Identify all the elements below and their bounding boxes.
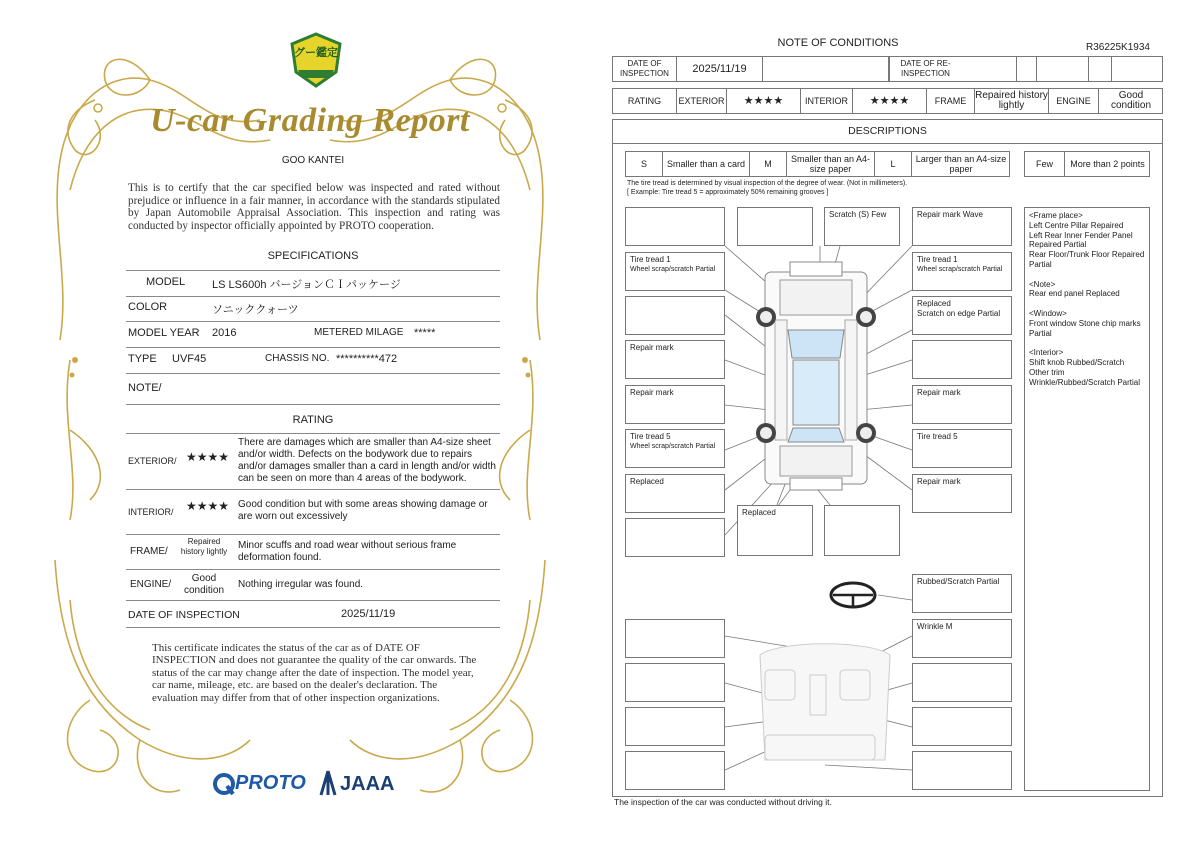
chassis-label: CHASSIS NO. xyxy=(265,353,330,364)
color-value: ソニッククォーツ xyxy=(212,304,299,316)
rating-frame xyxy=(126,535,500,570)
right-repair-wave-label: Repair mark Wave xyxy=(917,210,983,219)
spec-row-model xyxy=(126,270,500,297)
side-note-line: Left Centre Pillar Repaired xyxy=(1029,220,1124,230)
right-tire1-label: Tire tread 1 xyxy=(917,255,958,264)
goo-kantei-badge xyxy=(288,32,344,88)
legend-l: L xyxy=(875,152,912,176)
side-note-line: Rear Floor/Trunk Floor Repaired Partial xyxy=(1029,250,1145,269)
top-scratch-label: Scratch (S) Few xyxy=(829,210,887,219)
model-year-label: MODEL YEAR xyxy=(128,327,200,339)
box-interior-r4 xyxy=(912,751,1012,790)
engine-value: Good condition xyxy=(183,573,225,596)
box-left-1 xyxy=(625,207,725,246)
side-note-line: <Interior> xyxy=(1029,348,1064,358)
tire-note-2: [ Example: Tire tread 5 = approximately 50% remaining grooves ] xyxy=(627,189,829,196)
frame-value: Repaired history lightly xyxy=(975,90,1048,111)
model-value: LS LS600h バージョンＣＩパッケージ xyxy=(212,279,401,291)
spec-row-year xyxy=(126,322,500,348)
left-repair1-label: Repair mark xyxy=(630,343,674,352)
left-tire5-label: Tire tread 5 xyxy=(630,432,671,441)
box-bottom-replaced xyxy=(737,505,813,556)
exterior-desc: There are damages which are smaller than A4-size sheet and/or width. Defects on the bodywork due to repairs and/or damages smaller than a card in length and/or width can be seen on more than 4 areas of the bodywork. xyxy=(238,437,496,484)
exterior-label: EXTERIOR xyxy=(677,89,727,113)
steering-label: Rubbed/Scratch Partial xyxy=(917,577,1000,586)
box-interior-r2 xyxy=(912,663,1012,702)
box-right-repair1 xyxy=(912,385,1012,424)
jaaa-mark-icon xyxy=(318,770,338,796)
left-tire1-sub: Wheel scrap/scratch Partial xyxy=(630,266,716,273)
type-value: UVF45 xyxy=(172,353,207,365)
notes-footer: The inspection of the car was conducted without driving it. xyxy=(614,797,832,807)
side-notes-list xyxy=(1029,211,1145,387)
legend-s-desc: Smaller than a card xyxy=(663,152,750,176)
date-of-inspection-value: 2025/11/19 xyxy=(341,608,396,620)
engine-desc: Nothing irregular was found. xyxy=(238,579,364,590)
type-label: TYPE xyxy=(128,353,157,365)
chassis-value: **********472 xyxy=(336,353,398,365)
spec-row-type xyxy=(126,348,500,374)
box-left-tire1 xyxy=(625,252,725,291)
legend-m-desc: Smaller than an A4-size paper xyxy=(787,152,875,176)
proto-mark-icon xyxy=(213,772,235,796)
date-of-inspection-label: DATE OF INSPECTION xyxy=(128,609,240,621)
bottom-replaced-label: Replaced xyxy=(742,508,776,517)
side-note-line: Front window Stone chip marks Partial xyxy=(1029,318,1141,338)
report-subtitle: GOO KANTEI xyxy=(281,155,345,166)
left-tire5-sub: Wheel scrap/scratch Partial xyxy=(630,443,716,450)
box-left-tire5 xyxy=(625,429,725,468)
side-note-line xyxy=(1029,270,1145,280)
box-interior-l1 xyxy=(625,619,725,658)
model-year-value: 2016 xyxy=(212,327,237,339)
box-steering xyxy=(912,574,1012,613)
box-interior-l3 xyxy=(625,707,725,746)
interior-label: INTERIOR/ xyxy=(128,507,174,517)
interior-desc: Good condition but with some areas showing damage or are worn out excessively xyxy=(238,499,488,522)
frame-label: FRAME/ xyxy=(130,546,168,557)
right-repair2-label: Repair mark xyxy=(917,477,961,486)
legend-few-desc: More than 2 points xyxy=(1070,159,1145,169)
rating-heading: RATING xyxy=(292,414,334,426)
frame-value: Repaired history lightly xyxy=(180,537,228,556)
rating-exterior xyxy=(126,433,500,490)
legend-l-desc: Larger than an A4-size paper xyxy=(915,154,1007,174)
box-bottom-2 xyxy=(824,505,900,556)
rating-engine xyxy=(126,570,500,601)
legend-s: S xyxy=(626,152,663,176)
side-note-line: <Note> xyxy=(1029,279,1056,289)
jaaa-text: JAAA xyxy=(340,773,395,795)
left-tire1-label: Tire tread 1 xyxy=(630,255,671,264)
frame-label: FRAME xyxy=(927,89,975,113)
side-note-line: Shift knob Rubbed/Scratch xyxy=(1029,357,1125,367)
certification-text: This is to certify that the car specified below was inspected and rated without prejudice or influence in a fair manner, in accordance with the standards stipulated by Japan Automobile Appraisal Association. This inspection and rating was conducted by inspector officially appointed by PROTO cooperation. xyxy=(128,182,500,232)
certificate-disclaimer: This certificate indicates the status of the car as of DATE OF INSPECTION and does not guarantee the quality of the car onwards. The status of the car may change after the date of inspection. The model year, car name, mileage, etc. are based on the dealer's declaration. The evaluation may differ from that of other inspection organizations. xyxy=(152,642,477,704)
note-of-conditions xyxy=(600,0,1200,848)
side-note-line: Rear end panel Replaced xyxy=(1029,289,1120,299)
mileage-label: METERED MILAGE xyxy=(314,327,404,338)
proto-text: PROTO xyxy=(235,772,306,794)
box-interior-r3 xyxy=(912,707,1012,746)
spec-row-color xyxy=(126,296,500,322)
frame-desc: Minor scuffs and road wear without serious frame deformation found. xyxy=(238,540,457,563)
rating-label: RATING xyxy=(613,89,677,113)
reference-number: R36225K1934 xyxy=(1086,42,1150,53)
box-top-scratch xyxy=(824,207,900,246)
box-right-tire5 xyxy=(912,429,1012,468)
box-left-repair1 xyxy=(625,340,725,379)
tire-note-1: The tire tread is determined by visual inspection of the degree of wear. (Not in millimeters). xyxy=(627,180,908,187)
note-label: NOTE/ xyxy=(128,382,162,394)
specifications-heading: SPECIFICATIONS xyxy=(267,250,359,262)
date-reinspection-label: DATE OF RE-INSPECTION xyxy=(889,57,961,81)
right-replaced-label: Replaced xyxy=(917,299,951,308)
legend-m: M xyxy=(750,152,787,176)
right-replaced-sub: Scratch on edge Partial xyxy=(917,309,1001,318)
mileage-value: ***** xyxy=(414,327,436,339)
exterior-label: EXTERIOR/ xyxy=(128,456,177,466)
box-top-2 xyxy=(737,207,813,246)
badge-text: グー鑑定 xyxy=(294,47,338,59)
side-note-line: <Frame place> xyxy=(1029,211,1083,220)
box-right-repair-wave xyxy=(912,207,1012,246)
notes-heading: NOTE OF CONDITIONS xyxy=(777,37,899,49)
interior-stars: ★★★★ xyxy=(853,89,927,113)
exterior-stars: ★★★★ xyxy=(727,89,801,113)
interior-label: INTERIOR xyxy=(801,89,853,113)
side-note-line: Left Rear Inner Fender Panel Repaired Partial xyxy=(1029,230,1133,250)
engine-label: ENGINE xyxy=(1049,89,1099,113)
right-tire5-label: Tire tread 5 xyxy=(917,432,958,441)
box-interior-l4 xyxy=(625,751,725,790)
side-note-line: <Window> xyxy=(1029,308,1067,318)
side-notes-panel xyxy=(1024,207,1150,791)
box-left-replaced xyxy=(625,474,725,513)
engine-value: Good condition xyxy=(1110,90,1152,111)
exterior-stars: ★★★★ xyxy=(186,450,230,464)
date-inspection-value: 2025/11/19 xyxy=(677,57,763,81)
wrinkle-label: Wrinkle M xyxy=(917,622,953,631)
interior-stars: ★★★★ xyxy=(186,499,230,513)
box-right-repair2 xyxy=(912,474,1012,513)
right-repair1-label: Repair mark xyxy=(917,388,961,397)
box-interior-wrinkle xyxy=(912,619,1012,658)
rating-date xyxy=(126,601,500,628)
shield-icon xyxy=(288,32,344,88)
rating-interior xyxy=(126,489,500,535)
side-note-line xyxy=(1029,299,1145,309)
side-note-line: Other trim xyxy=(1029,367,1065,377)
legend-few: Few xyxy=(1025,152,1065,176)
box-right-replaced xyxy=(912,296,1012,335)
box-right-4 xyxy=(912,340,1012,379)
side-note-line xyxy=(1029,338,1145,348)
engine-label: ENGINE/ xyxy=(130,579,172,590)
box-left-3 xyxy=(625,296,725,335)
descriptions-heading: DESCRIPTIONS xyxy=(612,119,1163,144)
color-label: COLOR xyxy=(128,301,168,313)
left-replaced-label: Replaced xyxy=(630,477,664,486)
box-right-tire1 xyxy=(912,252,1012,291)
model-label: MODEL xyxy=(146,276,186,288)
side-note-line: Wrinkle/Rubbed/Scratch Partial xyxy=(1029,377,1141,387)
spec-row-note xyxy=(126,374,500,405)
right-tire1-sub: Wheel scrap/scratch Partial xyxy=(917,266,1003,273)
box-interior-l2 xyxy=(625,663,725,702)
box-left-repair2 xyxy=(625,385,725,424)
box-left-8 xyxy=(625,518,725,557)
left-repair2-label: Repair mark xyxy=(630,388,674,397)
date-inspection-label: DATE OF INSPECTION xyxy=(613,57,677,81)
report-title: U-car Grading Report xyxy=(150,102,470,139)
